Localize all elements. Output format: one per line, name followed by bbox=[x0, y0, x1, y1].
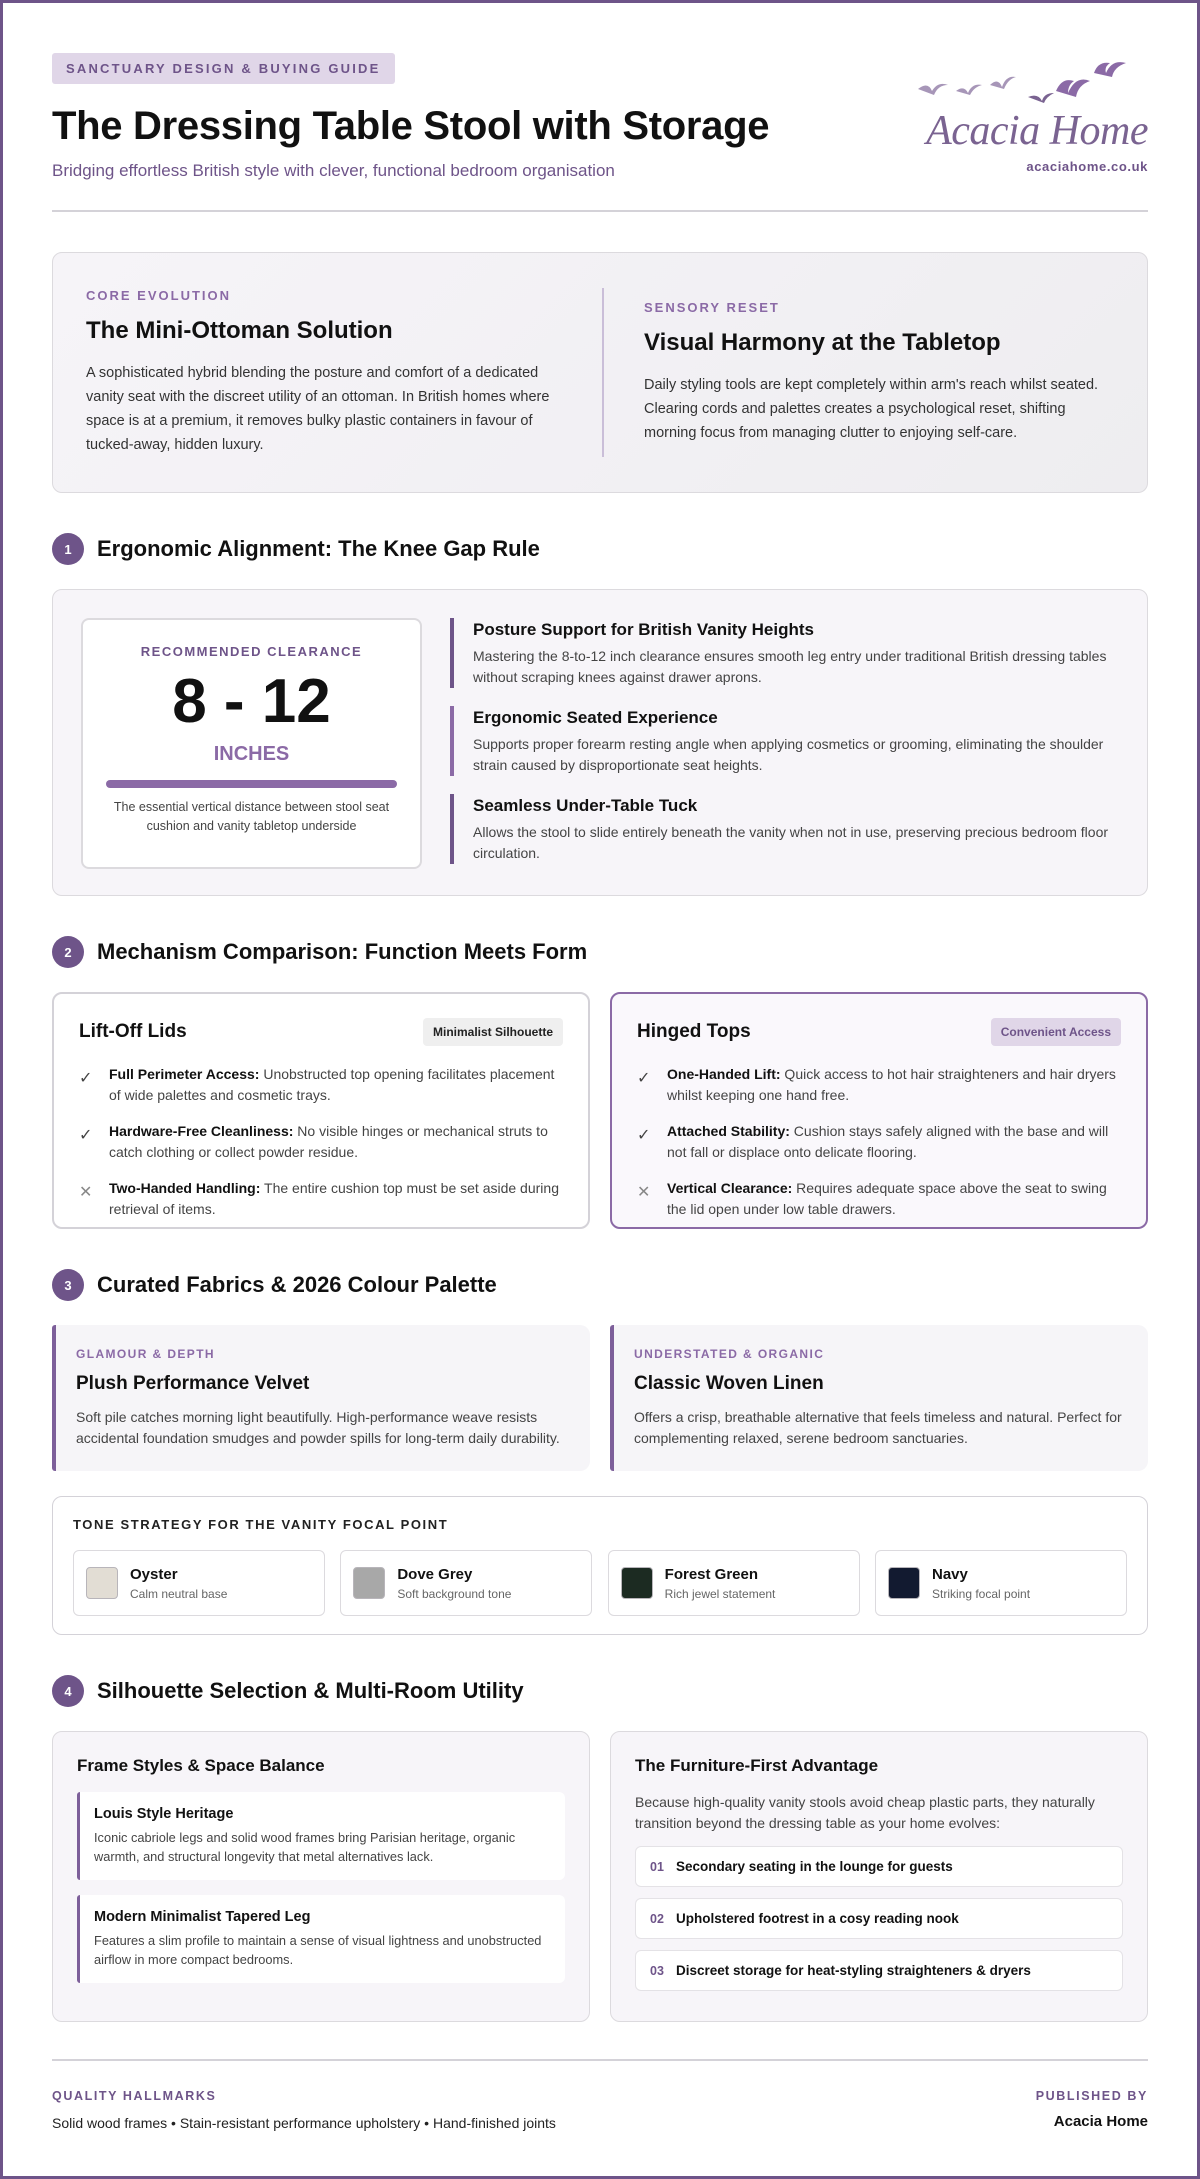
logo-wordmark: Acacia Home bbox=[926, 108, 1148, 154]
tone-row bbox=[73, 1550, 1127, 1616]
frame-title: Modern Minimalist Tapered Leg bbox=[94, 1909, 311, 1925]
card-title: Frame Styles & Space Balance bbox=[77, 1756, 325, 1775]
fabric-cards bbox=[52, 1325, 1148, 1471]
intro-core-evolution bbox=[86, 288, 604, 457]
mechanism-badge: Minimalist Silhouette bbox=[423, 1018, 563, 1046]
tone-dove-grey bbox=[340, 1550, 592, 1616]
check-icon: ✓ bbox=[79, 1127, 93, 1144]
list-item bbox=[635, 1898, 1123, 1939]
ergonomic-point bbox=[450, 794, 1119, 864]
footer-brand: Acacia Home bbox=[1053, 2113, 1148, 2130]
silhouette-section bbox=[52, 1731, 1148, 2022]
item-text: Unobstructed top opening facilitates placement of wide palettes and cosmetic trays. bbox=[109, 1066, 555, 1103]
color-swatch bbox=[353, 1567, 385, 1599]
point-title: Posture Support for British Vanity Heights bbox=[473, 620, 814, 639]
check-icon: ✓ bbox=[637, 1127, 651, 1144]
section-heading-1 bbox=[52, 533, 1148, 565]
section-number: 1 bbox=[52, 533, 84, 565]
section-title: Ergonomic Alignment: The Knee Gap Rule bbox=[97, 536, 540, 561]
use-number: 01 bbox=[650, 1859, 664, 1874]
tone-desc: Rich jewel statement bbox=[664, 1586, 776, 1601]
mechanism-item bbox=[79, 1178, 563, 1219]
item-text: Quick access to hot hair straighteners and hair dryers whilst keeping one hand free. bbox=[667, 1066, 1116, 1103]
frame-styles-card bbox=[52, 1731, 590, 2022]
card-title: The Furniture-First Advantage bbox=[635, 1756, 879, 1775]
cross-icon: ✕ bbox=[637, 1184, 651, 1201]
mechanism-comparison bbox=[52, 992, 1148, 1229]
section-title: Silhouette Selection & Multi-Room Utility bbox=[97, 1678, 524, 1703]
list-item bbox=[635, 1950, 1123, 1991]
brand-logo bbox=[918, 61, 1148, 174]
hinged-tops-card bbox=[610, 992, 1148, 1229]
mechanism-item bbox=[79, 1064, 563, 1105]
frame-style-item bbox=[77, 1895, 565, 1983]
color-swatch bbox=[621, 1567, 653, 1599]
use-text: Discreet storage for heat-styling straighteners & dryers bbox=[676, 1963, 1031, 1978]
intro-eyebrow: SENSORY RESET bbox=[644, 300, 780, 315]
ergonomic-points bbox=[450, 618, 1119, 867]
use-number: 03 bbox=[650, 1963, 664, 1978]
fabric-body: Soft pile catches morning light beautifully. High-performance weave resists accidental foundation smudges and powder spills for long-term daily durability. bbox=[76, 1409, 560, 1446]
intro-panel bbox=[52, 252, 1148, 493]
mechanism-title: Hinged Tops bbox=[637, 1021, 751, 1042]
item-text: Cushion stays safely aligned with the base and will not fall or displace onto delicate flooring. bbox=[667, 1123, 1109, 1160]
fabric-title: Classic Woven Linen bbox=[634, 1373, 824, 1394]
item-bold: Hardware-Free Cleanliness: bbox=[109, 1123, 294, 1139]
point-body: Allows the stool to slide entirely beneath the vanity when not in use, preserving precious bedroom floor circulation. bbox=[473, 824, 1109, 861]
tone-name: Navy bbox=[931, 1565, 968, 1583]
mechanism-list bbox=[79, 1064, 563, 1219]
clearance-card bbox=[81, 618, 422, 869]
clearance-note: The essential vertical distance between stool seat cushion and vanity tabletop underside bbox=[113, 800, 390, 833]
check-icon: ✓ bbox=[79, 1070, 93, 1087]
frame-title: Louis Style Heritage bbox=[94, 1806, 234, 1822]
intro-heading: Visual Harmony at the Tabletop bbox=[644, 329, 1001, 356]
fabric-eyebrow: GLAMOUR & DEPTH bbox=[76, 1347, 215, 1361]
mechanism-item bbox=[637, 1121, 1121, 1162]
mechanism-title: Lift-Off Lids bbox=[79, 1021, 187, 1042]
frame-body: Features a slim profile to maintain a sense of visual lightness and unobstructed airflow in more compact bedrooms. bbox=[94, 1933, 542, 1967]
cross-icon: ✕ bbox=[79, 1184, 93, 1201]
color-swatch bbox=[888, 1567, 920, 1599]
fabric-body: Offers a crisp, breathable alternative that feels timeless and natural. Perfect for complementing relaxed, serene bedroom sanctuaries. bbox=[634, 1409, 1122, 1446]
velvet-card bbox=[52, 1325, 590, 1471]
tone-forest-green bbox=[608, 1550, 860, 1616]
tone-oyster bbox=[73, 1550, 325, 1616]
intro-heading: The Mini-Ottoman Solution bbox=[86, 317, 393, 344]
intro-eyebrow: CORE EVOLUTION bbox=[86, 288, 232, 303]
item-text: Requires adequate space above the seat to swing the lid open under low table drawers. bbox=[667, 1180, 1107, 1217]
tone-strategy-title: TONE STRATEGY FOR THE VANITY FOCAL POINT bbox=[73, 1517, 449, 1532]
clearance-bar bbox=[106, 780, 397, 788]
tone-name: Oyster bbox=[130, 1565, 178, 1583]
mechanism-item bbox=[637, 1178, 1121, 1219]
intro-body: A sophisticated hybrid blending the posture and comfort of a dedicated vanity seat with the discreet utility of an ottoman. In British homes where space is at a premium, it removes bulky plastic containers in favour of tucked-away, hidden luxury. bbox=[86, 365, 550, 453]
section-title: Mechanism Comparison: Function Meets Form bbox=[97, 939, 588, 964]
linen-card bbox=[610, 1325, 1148, 1471]
mechanism-item bbox=[79, 1121, 563, 1162]
item-bold: Two-Handed Handling: bbox=[109, 1180, 261, 1196]
point-body: Mastering the 8-to-12 inch clearance ensures smooth leg entry under traditional British dressing tables without scraping knees against drawer aprons. bbox=[473, 648, 1107, 685]
section-title: Curated Fabrics & 2026 Colour Palette bbox=[97, 1272, 497, 1297]
fabric-title: Plush Performance Velvet bbox=[76, 1373, 310, 1394]
guide-kicker: SANCTUARY DESIGN & BUYING GUIDE bbox=[52, 53, 395, 84]
lift-off-lids-card bbox=[52, 992, 590, 1229]
point-title: Seamless Under-Table Tuck bbox=[473, 796, 698, 815]
section-heading-3 bbox=[52, 1269, 1148, 1301]
mechanism-list bbox=[637, 1064, 1121, 1219]
ergonomic-point bbox=[450, 618, 1119, 688]
intro-sensory-reset bbox=[604, 300, 1114, 445]
advantage-lead: Because high-quality vanity stools avoid cheap plastic parts, they naturally transition beyond the dressing table as your home evolves: bbox=[635, 1794, 1095, 1831]
section-number: 4 bbox=[52, 1675, 84, 1707]
page-subtitle: Bridging effortless British style with clever, functional bedroom organisation bbox=[52, 161, 615, 180]
footer-label: PUBLISHED BY bbox=[1035, 2089, 1148, 2103]
clearance-value: 8 - 12 bbox=[172, 667, 331, 736]
tone-desc: Soft background tone bbox=[397, 1586, 512, 1601]
list-item bbox=[635, 1846, 1123, 1887]
frame-body: Iconic cabriole legs and solid wood frames bring Parisian heritage, organic warmth, and structural longevity that metal alternatives lack. bbox=[94, 1830, 516, 1864]
ergonomic-point bbox=[450, 706, 1119, 776]
section-number: 3 bbox=[52, 1269, 84, 1301]
color-swatch bbox=[86, 1567, 118, 1599]
tone-strategy-panel bbox=[52, 1496, 1148, 1635]
page-title: The Dressing Table Stool with Storage bbox=[52, 104, 770, 148]
tone-navy bbox=[875, 1550, 1127, 1616]
item-text: The entire cushion top must be set aside during retrieval of items. bbox=[109, 1180, 559, 1217]
use-list bbox=[635, 1846, 1123, 1991]
check-icon: ✓ bbox=[637, 1070, 651, 1087]
item-bold: Attached Stability: bbox=[667, 1123, 790, 1139]
tone-name: Forest Green bbox=[664, 1565, 759, 1583]
use-number: 02 bbox=[650, 1911, 664, 1926]
page-header bbox=[52, 53, 1148, 212]
frame-style-item bbox=[77, 1792, 565, 1880]
footer-hallmarks bbox=[52, 2089, 556, 2131]
tone-name: Dove Grey bbox=[397, 1565, 473, 1583]
footer-text: Solid wood frames • Stain-resistant performance upholstery • Hand-finished joints bbox=[52, 2115, 556, 2131]
section-heading-2 bbox=[52, 936, 1148, 968]
point-title: Ergonomic Seated Experience bbox=[473, 708, 718, 727]
tone-desc: Striking focal point bbox=[931, 1586, 1031, 1601]
mechanism-item bbox=[637, 1064, 1121, 1105]
footer-publisher bbox=[1036, 2089, 1148, 2131]
clearance-label: RECOMMENDED CLEARANCE bbox=[140, 644, 363, 659]
page-footer bbox=[52, 2059, 1148, 2131]
ergonomic-panel bbox=[52, 589, 1148, 896]
use-text: Upholstered footrest in a cosy reading nook bbox=[676, 1911, 959, 1926]
mechanism-badge: Convenient Access bbox=[991, 1018, 1121, 1046]
footer-label: QUALITY HALLMARKS bbox=[52, 2089, 217, 2103]
intro-body: Daily styling tools are kept completely within arm's reach whilst seated. Clearing cords and palettes creates a psychological reset, shifting morning focus from managing clutter to enjoying self-care. bbox=[644, 377, 1099, 441]
point-body: Supports proper forearm resting angle when applying cosmetics or grooming, eliminating the shoulder strain caused by disproportionate seat heights. bbox=[473, 736, 1104, 773]
fabric-eyebrow: UNDERSTATED & ORGANIC bbox=[634, 1347, 825, 1361]
tone-desc: Calm neutral base bbox=[130, 1586, 228, 1601]
furniture-first-card bbox=[610, 1731, 1148, 2022]
item-bold: Vertical Clearance: bbox=[667, 1180, 793, 1196]
item-text: No visible hinges or mechanical struts to catch clothing or collect powder residue. bbox=[109, 1123, 548, 1160]
clearance-unit: INCHES bbox=[213, 743, 290, 765]
section-number: 2 bbox=[52, 936, 84, 968]
item-bold: Full Perimeter Access: bbox=[109, 1066, 260, 1082]
logo-url[interactable]: acaciahome.co.uk bbox=[1026, 159, 1148, 174]
use-text: Secondary seating in the lounge for guests bbox=[676, 1859, 953, 1874]
item-bold: One-Handed Lift: bbox=[667, 1066, 781, 1082]
section-heading-4 bbox=[52, 1675, 1148, 1707]
